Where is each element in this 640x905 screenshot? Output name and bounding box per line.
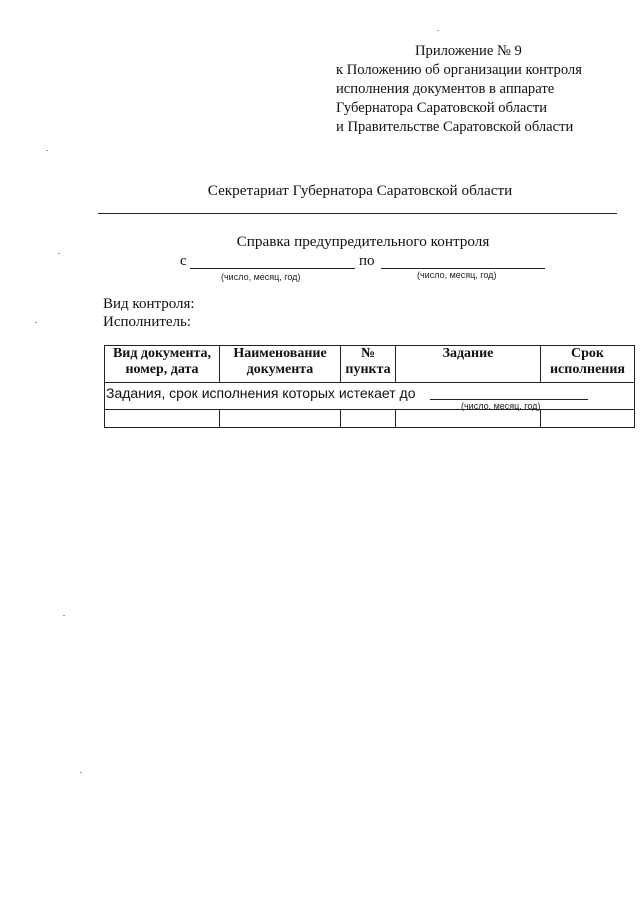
appendix-line: и Правительстве Саратовской области [336, 119, 574, 135]
header-line: исполнения [549, 362, 625, 377]
header-doc-type [105, 346, 220, 383]
period-to-blank[interactable] [381, 268, 545, 269]
period-to-label: по [359, 253, 375, 269]
notice-date-blank[interactable] [430, 399, 588, 400]
header-line: номер, дата [125, 362, 199, 377]
report-title: Справка предупредительного контроля [236, 233, 490, 250]
scan-speck [46, 150, 48, 151]
header-item-number [341, 346, 396, 383]
header-line: пункта [345, 362, 391, 377]
header-line: Вид документа, [112, 346, 212, 361]
period-to-hint: (число, месяц, год) [417, 270, 497, 280]
header-rule [98, 213, 617, 214]
control-table [104, 345, 635, 428]
header-line: документа [246, 362, 314, 377]
header-task [396, 346, 541, 383]
scan-speck [35, 322, 37, 323]
scan-speck [80, 772, 82, 773]
appendix-block [336, 42, 626, 137]
header-line: Задание [442, 346, 494, 361]
table-cell[interactable] [220, 410, 341, 428]
header-line: Наименование [233, 346, 327, 361]
period-from-hint: (число, месяц, год) [221, 272, 301, 282]
period-from-blank[interactable] [190, 268, 355, 269]
table-header-row [105, 346, 635, 383]
table-cell[interactable] [105, 410, 220, 428]
header-line: № [360, 346, 376, 361]
table-cell[interactable] [396, 410, 541, 428]
notice-cell [105, 383, 635, 410]
appendix-line: исполнения документов в аппарате [336, 81, 555, 97]
scan-speck [437, 30, 439, 31]
period-from-label: с [180, 253, 187, 269]
executor-label: Исполнитель: [103, 314, 192, 330]
notice-text: Задания, срок исполнения которых истекает до [106, 385, 416, 401]
header-deadline [541, 346, 635, 383]
table-notice-row [105, 383, 635, 410]
control-type-label: Вид контроля: [103, 296, 195, 312]
table-cell[interactable] [541, 410, 635, 428]
table-cell[interactable] [341, 410, 396, 428]
report-period [0, 253, 640, 289]
appendix-line: к Положению об организации контроля [336, 62, 582, 78]
header-doc-name [220, 346, 341, 383]
scan-speck [58, 253, 60, 254]
appendix-number: Приложение № 9 [415, 43, 522, 59]
appendix-line: Губернатора Саратовской области [336, 100, 548, 116]
notice-date-hint: (число, месяц, год) [461, 401, 541, 411]
scan-speck [63, 615, 65, 616]
organization-name: Секретариат Губернатора Саратовской области [207, 182, 513, 199]
table-row [105, 410, 635, 428]
header-line: Срок [571, 346, 604, 361]
